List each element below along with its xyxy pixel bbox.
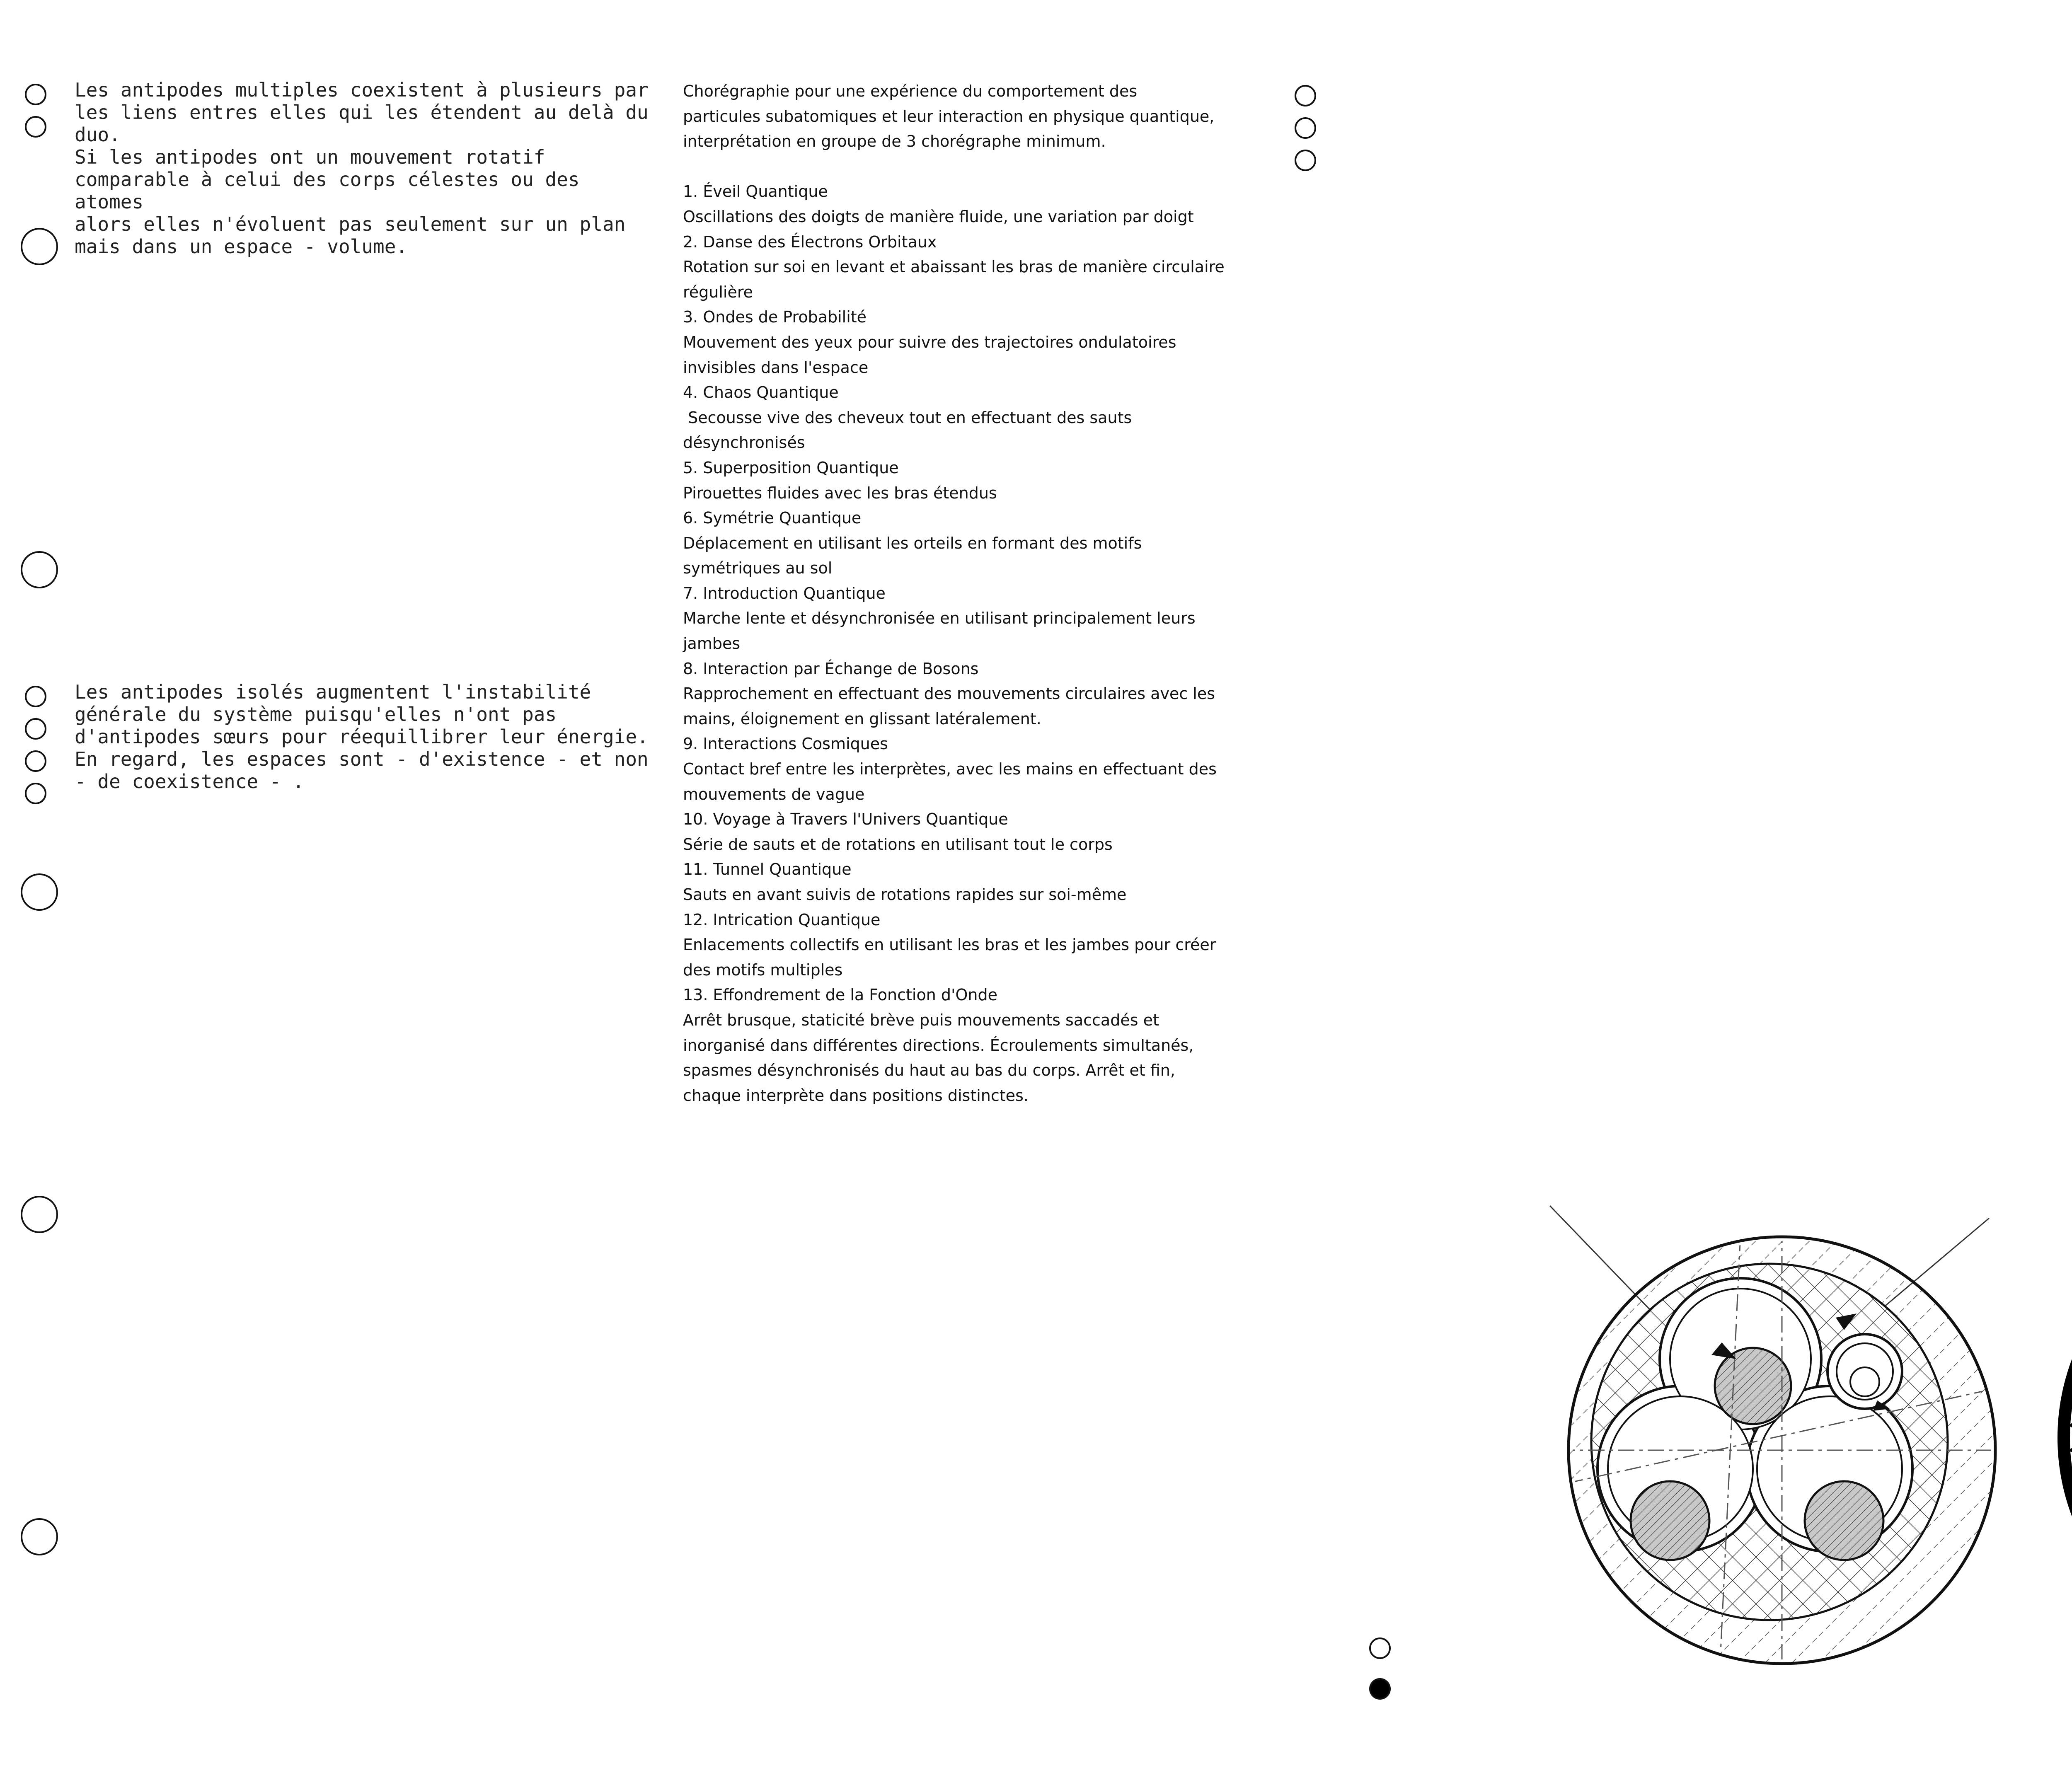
choreography-intro-line: Chorégraphie pour une expérience du comportement des [683, 82, 1138, 100]
step-description: mouvements de vague [683, 785, 865, 803]
binder-hole-icon [21, 228, 58, 265]
step-description: Déplacement en utilisant les orteils en formant des motifs [683, 534, 1142, 552]
marker-hollow-icon [1295, 117, 1316, 139]
step-description: Contact bref entre les interprètes, avec les mains en effectuant des [683, 760, 1217, 779]
step-title: 11. Tunnel Quantique [683, 860, 852, 879]
step-description: jambes [683, 634, 741, 653]
binder-hole-icon [21, 1196, 58, 1233]
step-description: Mouvement des yeux pour suivre des trajectoires ondulatoires [683, 333, 1176, 351]
step-description: Secousse vive des cheveux tout en effectuant des sauts [683, 408, 1132, 427]
marker-hollow-icon [1295, 85, 1316, 106]
step-description: spasmes désynchronisés du haut au bas du corps. Arrêt et fin, [683, 1061, 1175, 1080]
step-description: Marche lente et désynchronisée en utilisant principalement leurs [683, 609, 1196, 628]
binder-hole-icon [25, 116, 46, 138]
cable-cross-section-diagram [1533, 1193, 2014, 1682]
step-title: 12. Intrication Quantique [683, 910, 881, 929]
step-description: chaque interprète dans positions distinctes. [683, 1086, 1029, 1105]
binder-hole-icon [25, 718, 46, 740]
step-description: régulière [683, 283, 753, 301]
step-description: Oscillations des doigts de manière fluide, une variation par doigt [683, 207, 1194, 226]
step-description: Rapprochement en effectuant des mouvements circulaires avec les [683, 684, 1215, 703]
binder-hole-icon [21, 1518, 58, 1555]
step-description: des motifs multiples [683, 960, 843, 979]
step-title: 7. Introduction Quantique [683, 584, 886, 602]
choreography-intro-line: interprétation en groupe de 3 chorégraphe minimum. [683, 132, 1106, 151]
step-description: Enlacements collectifs en utilisant les bras et les jambes pour créer [683, 936, 1216, 954]
step-description: mains, éloignement en glissant latéralement. [683, 709, 1041, 728]
choreography-intro-line: particules subatomiques et leur interaction en physique quantique, [683, 107, 1215, 126]
step-title: 8. Interaction par Échange de Bosons [683, 659, 979, 678]
step-title: 13. Effondrement de la Fonction d'Onde [683, 986, 997, 1004]
step-description: Sauts en avant suivis de rotations rapides sur soi-même [683, 885, 1127, 904]
marker-hollow-icon [1369, 1637, 1391, 1659]
step-title: 10. Voyage à Travers l'Univers Quantique [683, 810, 1008, 829]
binder-hole-icon [21, 873, 58, 911]
binder-hole-icon [25, 84, 46, 105]
step-description: Série de sauts et de rotations en utilisant tout le corps [683, 835, 1113, 854]
cable-cross-section-illustration [2055, 1210, 2072, 1666]
marker-filled-icon [1369, 1678, 1391, 1700]
binder-hole-icon [21, 551, 58, 588]
step-title: 9. Interactions Cosmiques [683, 735, 888, 753]
paragraph-isolated-antipodes: Les antipodes isolés augmentent l'instabilité générale du système puisqu'elles n'ont pas d'antipodes sœurs pour réequillibrer leur énergie. En regard, les espaces sont - d'existence - et non - de coexistence - . [75, 681, 649, 793]
step-description: Pirouettes fluides avec les bras étendus [683, 484, 997, 502]
step-title: 1. Éveil Quantique [683, 182, 828, 201]
paragraph-multiple-antipodes: Les antipodes multiples coexistent à plusieurs par les liens entres elles qui les étendent au delà du duo. Si les antipodes ont un mouvement rotatif comparable à celui des corps célestes ou des atomes alors elles n'évoluent pas seulement sur un plan mais dans un espace - volume. [75, 79, 649, 258]
choreography-text [683, 79, 1271, 1108]
step-description: inorganisé dans différentes directions. Écroulements simultanés, [683, 1036, 1194, 1055]
step-description: Rotation sur soi en levant et abaissant les bras de manière circulaire [683, 258, 1225, 276]
step-description: désynchronisés [683, 433, 805, 452]
step-title: 5. Superposition Quantique [683, 458, 899, 477]
step-title: 4. Chaos Quantique [683, 383, 839, 402]
step-title: 2. Danse des Électrons Orbitaux [683, 232, 937, 251]
step-description: invisibles dans l'espace [683, 358, 869, 377]
step-title: 3. Ondes de Probabilité [683, 308, 867, 327]
binder-hole-icon [25, 783, 46, 804]
step-description: symétriques au sol [683, 559, 833, 578]
step-title: 6. Symétrie Quantique [683, 509, 862, 527]
binder-hole-icon [25, 750, 46, 772]
binder-hole-icon [25, 686, 46, 707]
marker-hollow-icon [1295, 150, 1316, 171]
step-description: Arrêt brusque, staticité brève puis mouvements saccadés et [683, 1011, 1159, 1029]
